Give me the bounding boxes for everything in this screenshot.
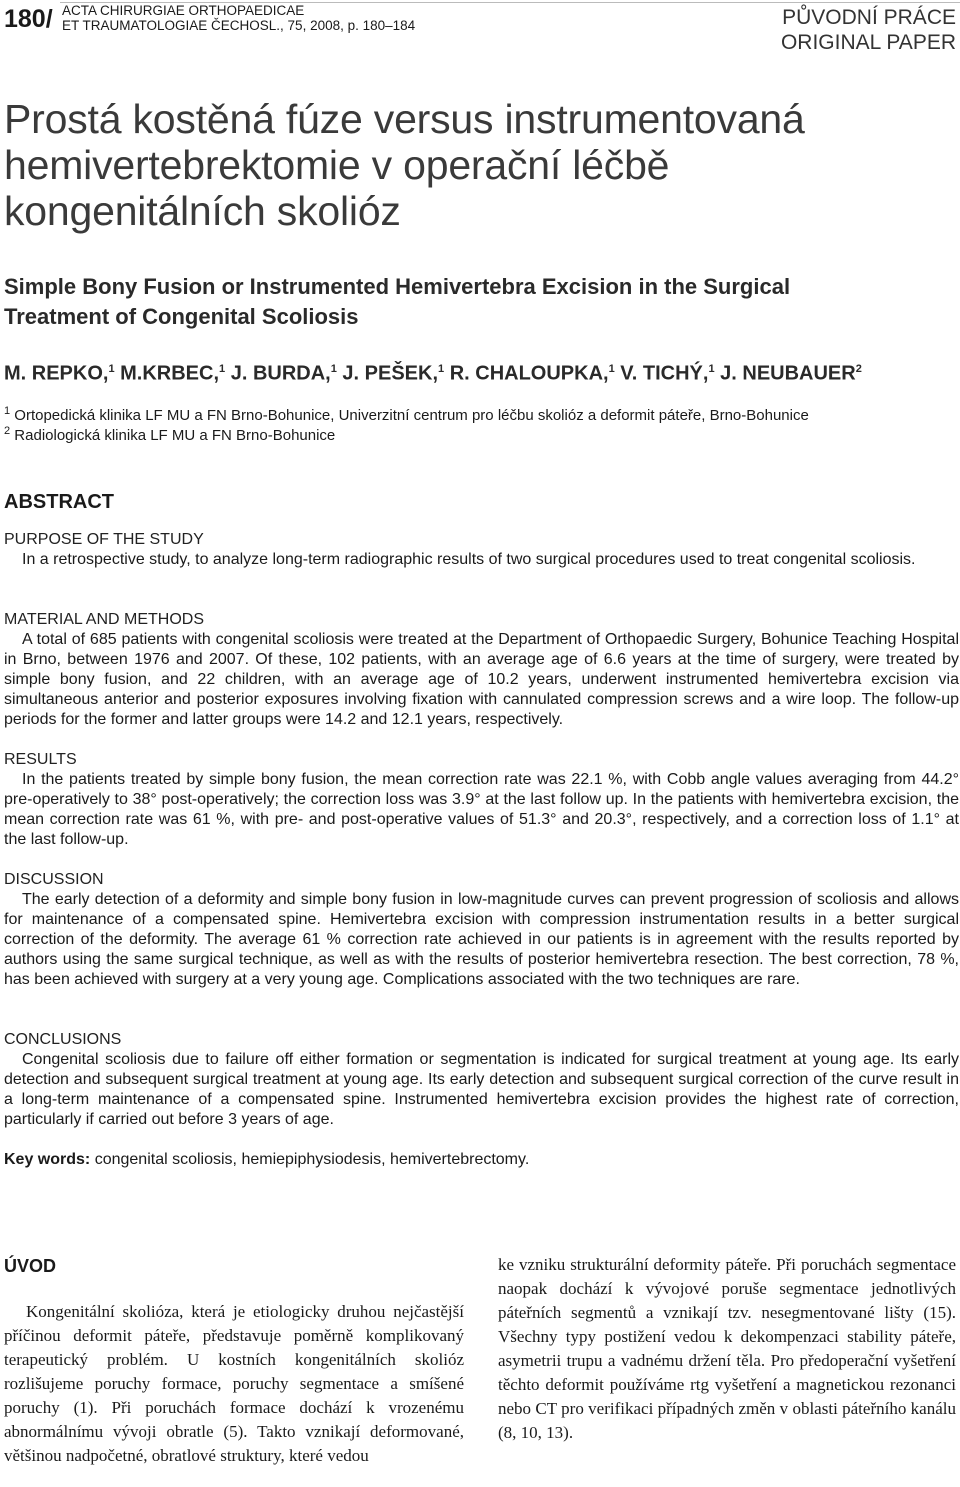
affiliation [4,421,956,446]
journal-line-1: ACTA CHIRURGIAE ORTHOPAEDICAE [62,3,305,18]
abstract-paragraph: The early detection of a deformity and simple bony fusion in low-magnitude curves can prevent progression of scoliosis and allows for maintenance of a compensated spine. Hemivertebra excision with compression instrumentation results in a better surgical correction of the deformity. The average 61 % correction rate achieved in our patients is in agreement with the results reported by authors using the same surgical technique, as well as with the results of posterior hemivertebra resection. The best correction, 78 %, has been achieved with surgery at a very young age. Complications associated with the two techniques are rare. [4,891,959,988]
affiliation-mark: 1 [4,405,11,417]
article-type [781,5,956,55]
affiliation-text: Radiologická klinika LF MU a FN Brno-Bohunice [14,427,336,444]
journal-line-2: ET TRAUMATOLOGIAE ČECHOSL., 75, 2008, p. 180–184 [62,18,416,33]
author-affiliation-mark: 1 [219,363,226,375]
article-type-en: ORIGINAL PAPER [780,31,956,54]
abstract-section-text [4,1050,959,1130]
abstract-heading: ABSTRACT [4,491,114,513]
author-affiliation-mark: 1 [708,363,715,375]
body-paragraph: Kongenitální skolióza, která je etiologicky druhou nejčastější příčinou deformit páteře, představuje poměrně komplikovaný terapeutický problém. U kostních kongenitálních skolióz rozlišujeme poruchy formace, poruchy segmentace a smíšené poruchy (1). Při poruchách formace dochází k vrozenému abnormálnímu vývoji obratle (5). Takto vznikají deformované, většinou nadpočetné, obratlové struktury, které vedou [4,1302,464,1465]
author-affiliation-mark: 1 [608,363,615,375]
title-czech-line: Prostá kostěná fúze versus instrumentovaná [4,96,805,142]
abstract-paragraph: In the patients treated by simple bony fusion, the mean correction rate was 22.1 %, with Cobb angle values averaging from 44.2° pre-operatively to 38° post-operatively; the correction loss was 3.9° at the last follow up. In the patients with hemivertebra excision, the mean correction rate was 61 %, with pre- and post-operative values of 51.3° and 20.3°, respectively, and a correction loss of 1.1° at the last follow-up. [4,771,959,848]
author-name: J. BURDA, [225,362,331,385]
author-affiliation-mark: 1 [438,363,445,375]
abstract-section-text [4,630,959,730]
author-name: V. TICHÝ, [614,362,709,385]
page-header [0,0,960,62]
keywords-label: Key words: [4,1151,91,1168]
title-english [4,272,944,332]
author-name: R. CHALOUPKA, [444,362,609,385]
body-column-right [498,1253,956,1445]
title-czech-line: kongenitálních skolióz [4,188,401,234]
author-name: M.KRBEC, [114,362,220,385]
author-affiliation-mark: 1 [330,363,337,375]
author-name: M. REPKO, [4,362,109,385]
keywords [4,1150,959,1170]
affiliation-text: Ortopedická klinika LF MU a FN Brno-Bohunice, Univerzitní centrum pro léčbu skolióz a deformit páteře, Brno-Bohunice [14,407,809,424]
abstract-section-text [4,890,959,990]
abstract-paragraph: Congenital scoliosis due to failure off either formation or segmentation is indicated for surgical treatment at young age. Its early detection and subsequent surgical treatment at young age. Its early detection and subsequent surgical correction of the curve result in a long-term maintenance of a compensated spine. Instrumented hemivertebra excision provides the highest rate of correction, particularly if carried out before 3 years of age. [4,1051,959,1128]
title-czech-line: hemivertebrektomie v operační léčbě [4,142,670,188]
author-name: J. NEUBAUER [714,362,856,385]
abstract-paragraph: In a retrospective study, to analyze long-term radiographic results of two surgical procedures used to treat congenital scoliosis. [22,551,916,568]
section-heading-uvod: ÚVOD [4,1256,57,1276]
abstract-section-heading: CONCLUSIONS [4,1031,122,1048]
abstract-section-text [4,550,959,570]
journal-citation [62,3,415,33]
title-czech [4,96,944,234]
body-column-left [4,1300,464,1468]
affiliation-mark: 2 [4,425,11,437]
abstract-section-text [4,770,959,850]
body-paragraph: ke vzniku strukturální deformity páteře. Při poruchách segmentace naopak dochází k vývojové poruše segmentace jednotlivých páteřních segmentů a vznikají tzv. nesegmentované lišty (15). Všechny typy postižení vedou k dekompenzaci stability páteře, asymetrii trupu a vadnému držení těla. Pro předoperační vyšetření těchto deformit používáme rtg vyšetření a magnetickou rezonanci nebo CT pro verifikaci případných změn v oblasti páteřního kanálu (8, 10, 13). [498,1255,956,1442]
title-english-line: Treatment of Congenital Scoliosis [4,304,359,329]
article-type-cz: PŮVODNÍ PRÁCE [782,6,956,29]
page-number: 180/ [4,5,53,33]
abstract-section-heading: RESULTS [4,751,77,768]
keywords-text: congenital scoliosis, hemiepiphysiodesis, hemivertebrectomy. [90,1151,530,1168]
author-affiliation-mark: 2 [855,363,862,375]
abstract-section-heading: DISCUSSION [4,871,104,888]
author-affiliation-mark: 1 [108,363,115,375]
abstract-section-heading: PURPOSE OF THE STUDY [4,531,204,548]
author-list [4,356,954,387]
author-name: J. PEŠEK, [336,362,439,385]
title-english-line: Simple Bony Fusion or Instrumented Hemivertebra Excision in the Surgical [4,274,791,299]
abstract-paragraph: A total of 685 patients with congenital scoliosis were treated at the Department of Orthopaedic Surgery, Bohunice Teaching Hospital in Brno, between 1976 and 2007. Of these, 102 patients, with an average age of 6.6 years at the time of surgery, were treated by simple bony fusion, and 22 children, with an average age of 10.2 years, underwent instrumented hemivertebra excision via simultaneous anterior and posterior exposures involving fixation with cannulated compression screws and a wire loop. The follow-up periods for the former and latter groups were 14.2 and 12.1 years, respectively. [4,631,959,728]
abstract-section-heading: MATERIAL AND METHODS [4,611,205,628]
